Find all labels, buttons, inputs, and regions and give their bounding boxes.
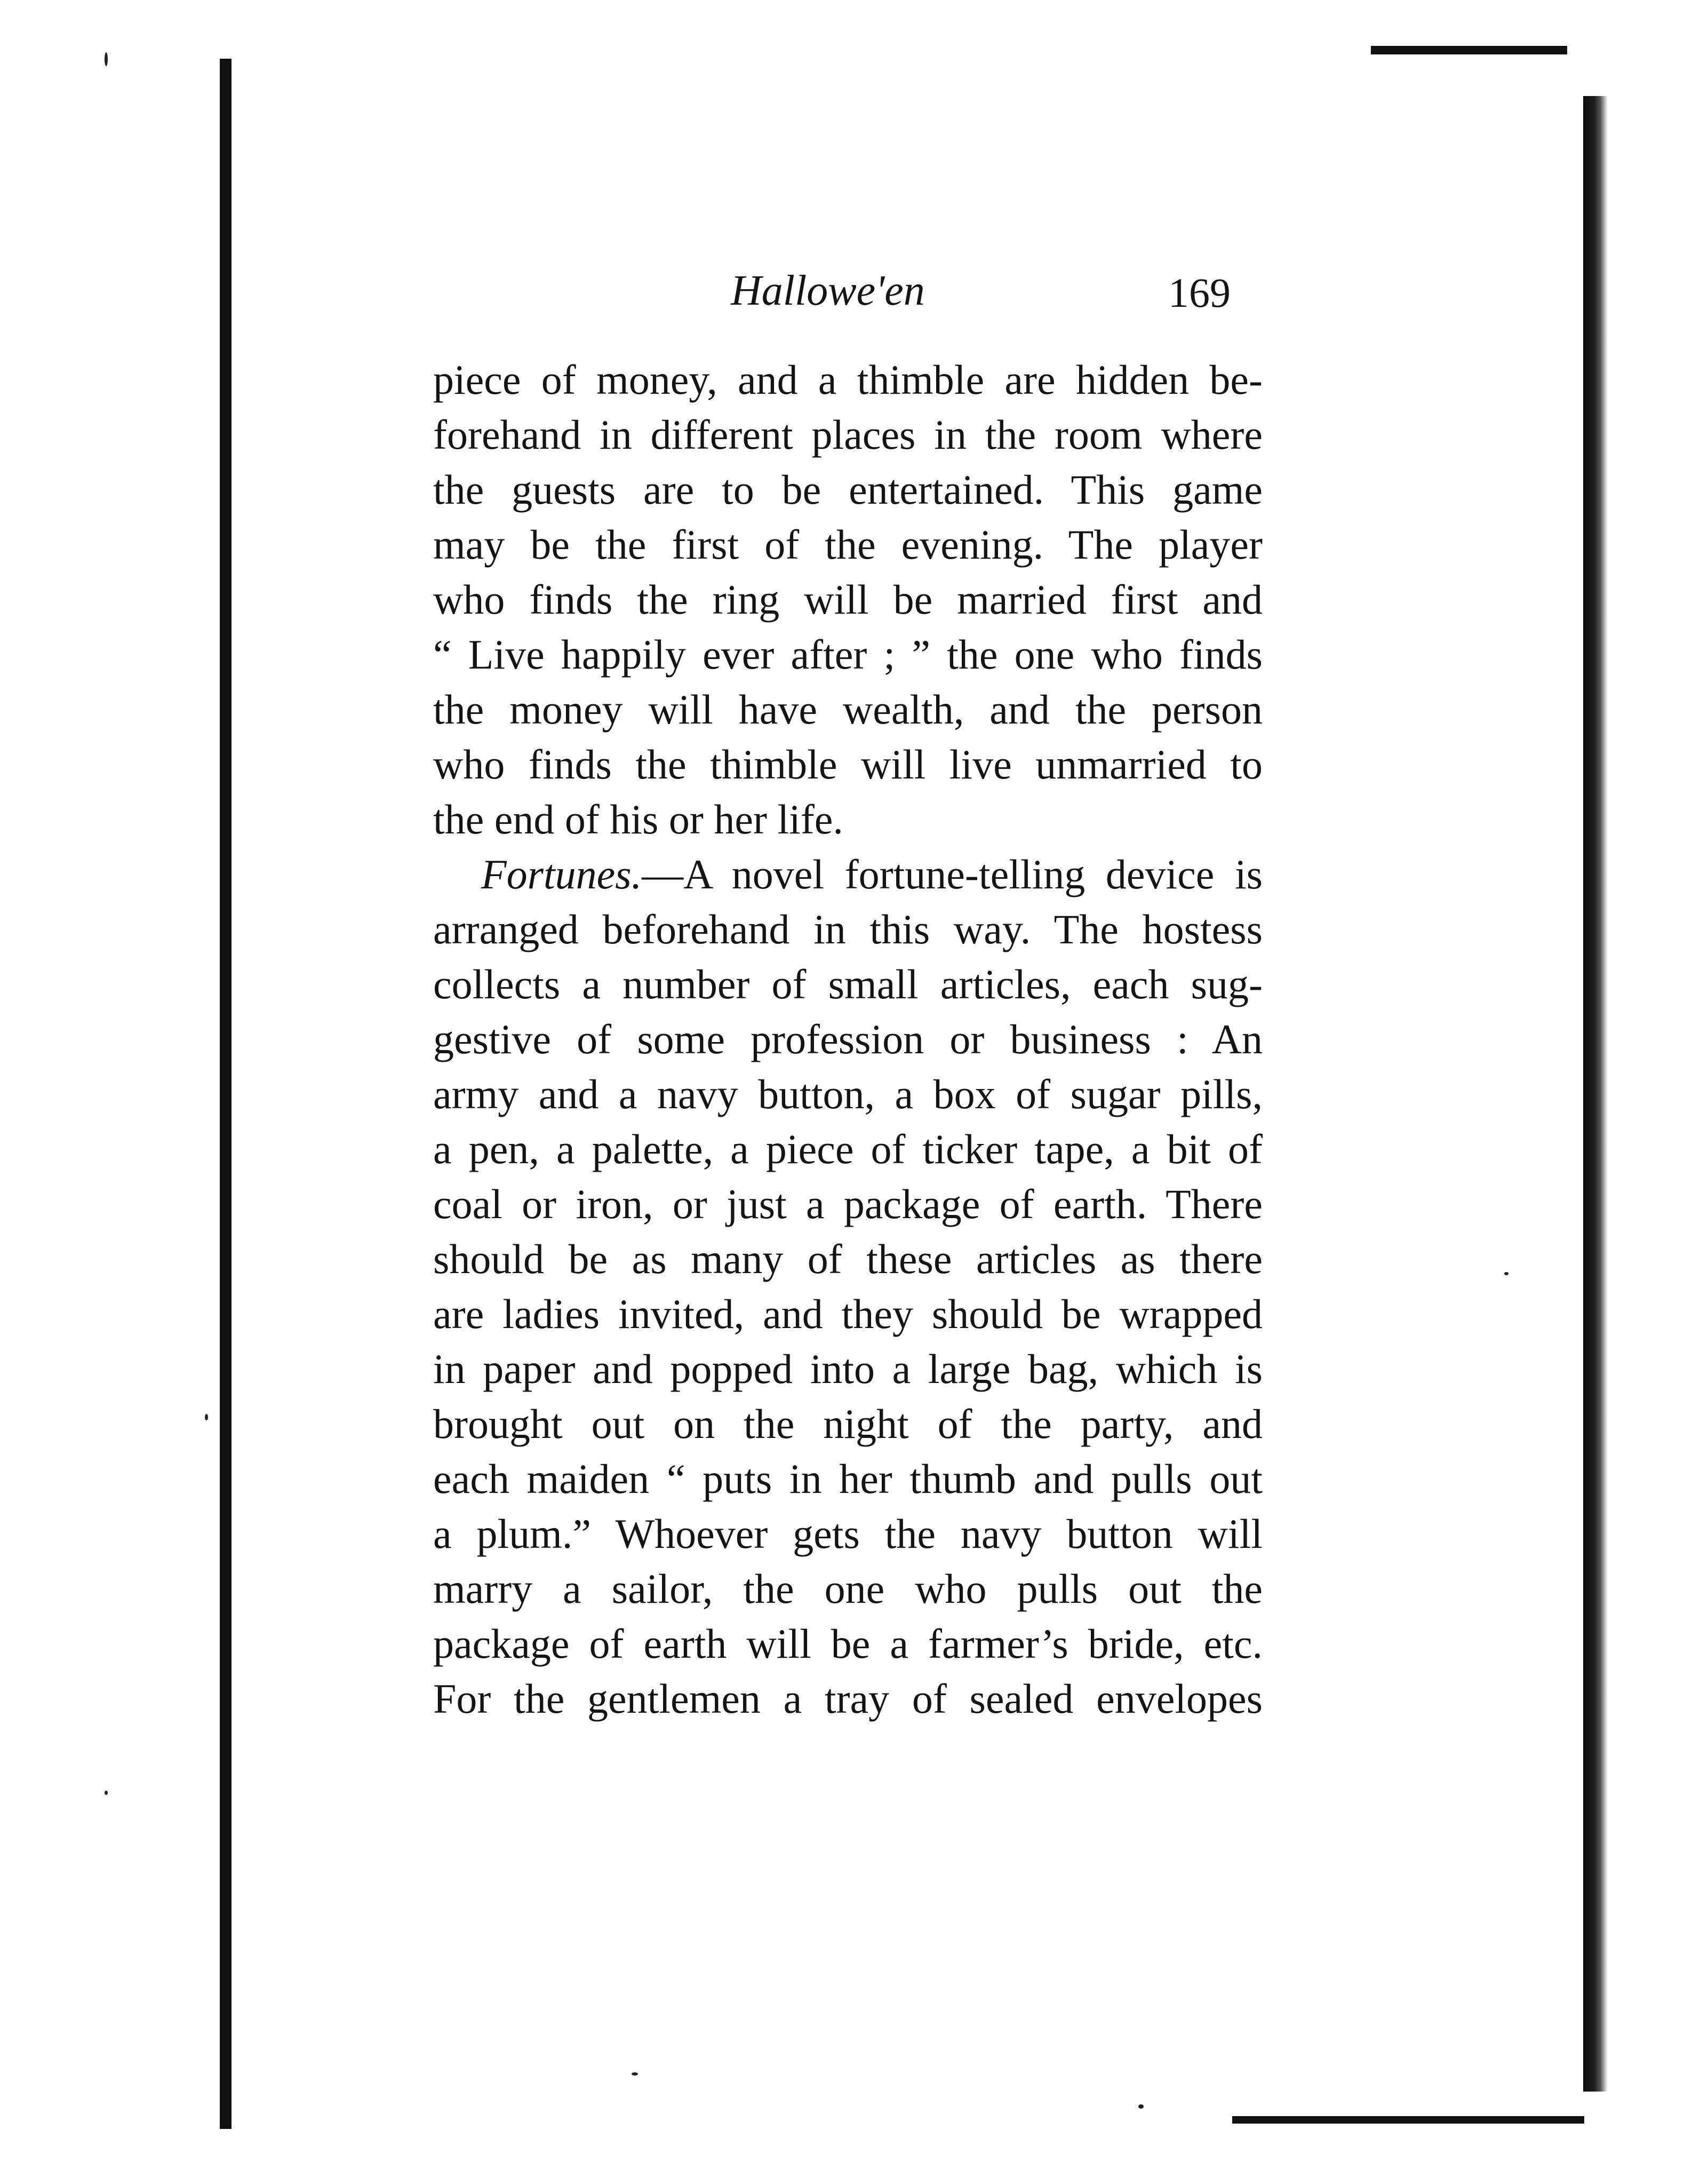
text-line: who finds the thimble will live unmarried to xyxy=(433,741,1263,788)
text-line: each maiden “ puts in her thumb and pulls out xyxy=(433,1456,1263,1502)
text-line: who finds the ring will be married first and xyxy=(433,576,1263,623)
scan-speck xyxy=(632,2072,638,2076)
text-line: the guests are to be entertained. This game xyxy=(433,466,1263,513)
text-line: coal or iron, or just a package of earth. There xyxy=(433,1181,1263,1227)
text-line: a plum.” Whoever gets the navy button will xyxy=(433,1511,1263,1557)
text-line: “ Live happily ever after ; ” the one who finds xyxy=(433,631,1263,678)
scan-border-top xyxy=(1371,46,1567,54)
scan-speck xyxy=(1504,1272,1509,1275)
text-line: may be the first of the evening. The player xyxy=(433,521,1263,568)
text-line: For the gentlemen a tray of sealed envelopes xyxy=(433,1675,1263,1722)
text-line: marry a sailor, the one who pulls out the xyxy=(433,1565,1263,1612)
paragraph-first-line xyxy=(433,847,1263,902)
first-line-text: —A novel fortune-telling device is xyxy=(642,851,1263,897)
run-in-title: Fortunes. xyxy=(481,851,642,897)
scan-speck xyxy=(205,1414,208,1420)
body-text xyxy=(433,352,1263,1726)
text-line: the end of his or her life. xyxy=(433,796,843,842)
scan-speck xyxy=(105,1791,108,1795)
text-line: arranged beforehand in this way. The hostess xyxy=(433,906,1263,952)
scan-border-left xyxy=(220,59,232,2129)
text-line: are ladies invited, and they should be wrapped xyxy=(433,1291,1263,1337)
scan-border-bottom xyxy=(1232,2116,1584,2124)
scan-speck xyxy=(1138,2104,1144,2109)
text-line: piece of money, and a thimble are hidden be- xyxy=(433,356,1263,403)
page-number: 169 xyxy=(1168,269,1231,316)
text-line: package of earth will be a farmer’s bride, etc. xyxy=(433,1620,1263,1667)
text-line: forehand in different places in the room where xyxy=(433,411,1263,458)
text-line: brought out on the night of the party, and xyxy=(433,1401,1263,1447)
text-line: the money will have wealth, and the person xyxy=(433,686,1263,733)
text-line: gestive of some profession or business : An xyxy=(433,1016,1263,1062)
text-line: in paper and popped into a large bag, which is xyxy=(433,1346,1263,1392)
scan-page-edge-right xyxy=(1583,96,1608,2092)
text-line: should be as many of these articles as there xyxy=(433,1236,1263,1282)
text-line: army and a navy button, a box of sugar pills, xyxy=(433,1071,1263,1117)
scan-speck xyxy=(105,52,108,66)
text-line: collects a number of small articles, each sug- xyxy=(433,961,1263,1007)
text-line: a pen, a palette, a piece of ticker tape, a bit of xyxy=(433,1126,1263,1172)
running-head: Hallowe'en xyxy=(731,267,925,314)
